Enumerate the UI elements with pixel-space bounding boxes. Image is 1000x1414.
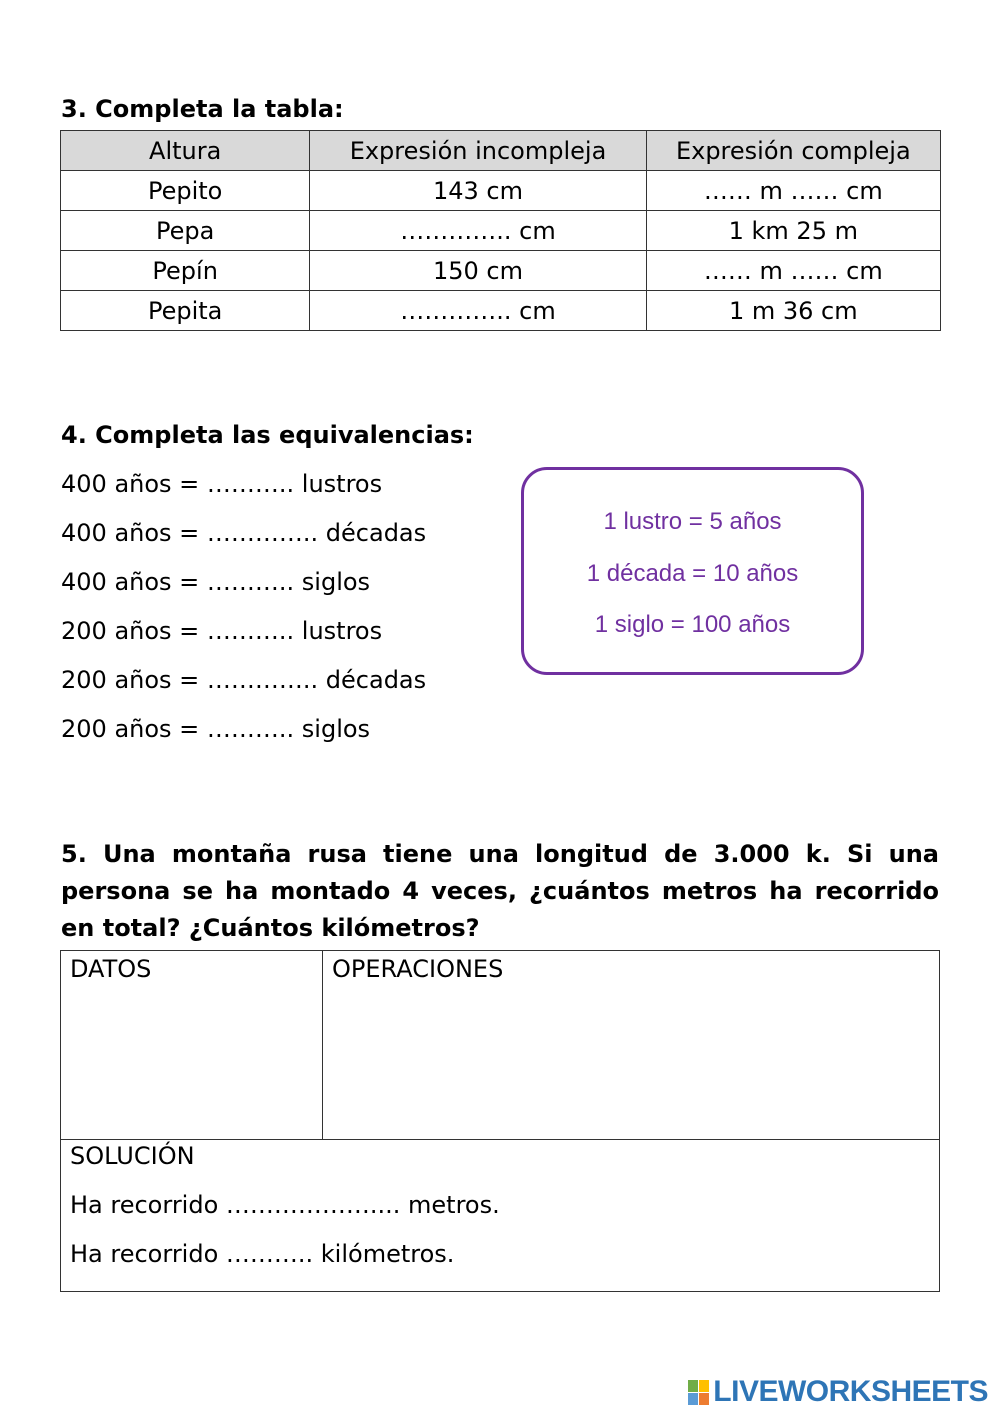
cell-compleja: 1 m 36 cm — [646, 291, 940, 331]
table-row — [61, 171, 941, 211]
cell-name: Pepita — [61, 291, 310, 331]
cell-compleja: 1 km 25 m — [646, 211, 940, 251]
table-row — [61, 251, 941, 291]
reference-decada: 1 década = 10 años — [586, 560, 799, 587]
reference-siglo: 1 siglo = 100 años — [594, 611, 791, 638]
cell-compleja[interactable]: …… m …… cm — [646, 171, 940, 211]
table-row — [61, 291, 941, 331]
cell-name: Pepín — [61, 251, 310, 291]
cell-incompleja: 143 cm — [310, 171, 646, 211]
cell-incompleja[interactable]: ………….. cm — [310, 291, 646, 331]
header-incompleja: Expresión incompleja — [310, 131, 646, 171]
equivalence-line[interactable]: 400 años = ………….. décadas — [61, 519, 427, 547]
equivalence-line[interactable]: 400 años = ……….. siglos — [61, 568, 371, 596]
liveworksheets-brand — [688, 1376, 988, 1408]
brand-text: LIVEWORKSHEETS — [713, 1375, 988, 1408]
section-5-problem: 5. Una montaña rusa tiene una longitud de 3.000 k. Si una persona se ha montado 4 veces, ¿cuántos metros ha recorrido en total? ¿Cuántos kilómetros? — [61, 840, 939, 942]
table-header-row — [61, 131, 941, 171]
answer-grid — [60, 950, 940, 1292]
reference-box — [521, 467, 864, 675]
header-altura: Altura — [61, 131, 310, 171]
liveworksheets-logo-icon — [688, 1380, 709, 1405]
cell-compleja[interactable]: …… m …… cm — [646, 251, 940, 291]
section-3-title: 3. Completa la tabla: — [61, 95, 344, 123]
measurement-table — [60, 130, 941, 331]
operaciones-label: OPERACIONES — [332, 955, 504, 983]
equivalence-line[interactable]: 200 años = ……….. lustros — [61, 617, 383, 645]
column-divider — [322, 951, 323, 1139]
equivalence-line[interactable]: 200 años = ……….. siglos — [61, 715, 371, 743]
table-row — [61, 211, 941, 251]
equivalence-line[interactable]: 200 años = ………….. décadas — [61, 666, 427, 694]
header-compleja: Expresión compleja — [646, 131, 940, 171]
cell-name: Pepa — [61, 211, 310, 251]
equivalence-line[interactable]: 400 años = ……….. lustros — [61, 470, 383, 498]
section-4-title: 4. Completa las equivalencias: — [61, 421, 474, 449]
datos-label: DATOS — [70, 955, 152, 983]
reference-lustro: 1 lustro = 5 años — [603, 508, 782, 535]
cell-incompleja[interactable]: ………….. cm — [310, 211, 646, 251]
solucion-label: SOLUCIÓN — [70, 1142, 195, 1170]
cell-name: Pepito — [61, 171, 310, 211]
solution-km-line[interactable]: Ha recorrido ……….. kilómetros. — [70, 1240, 455, 1268]
solution-meters-line[interactable]: Ha recorrido ……………….... metros. — [70, 1191, 500, 1219]
row-divider — [61, 1139, 939, 1140]
cell-incompleja: 150 cm — [310, 251, 646, 291]
